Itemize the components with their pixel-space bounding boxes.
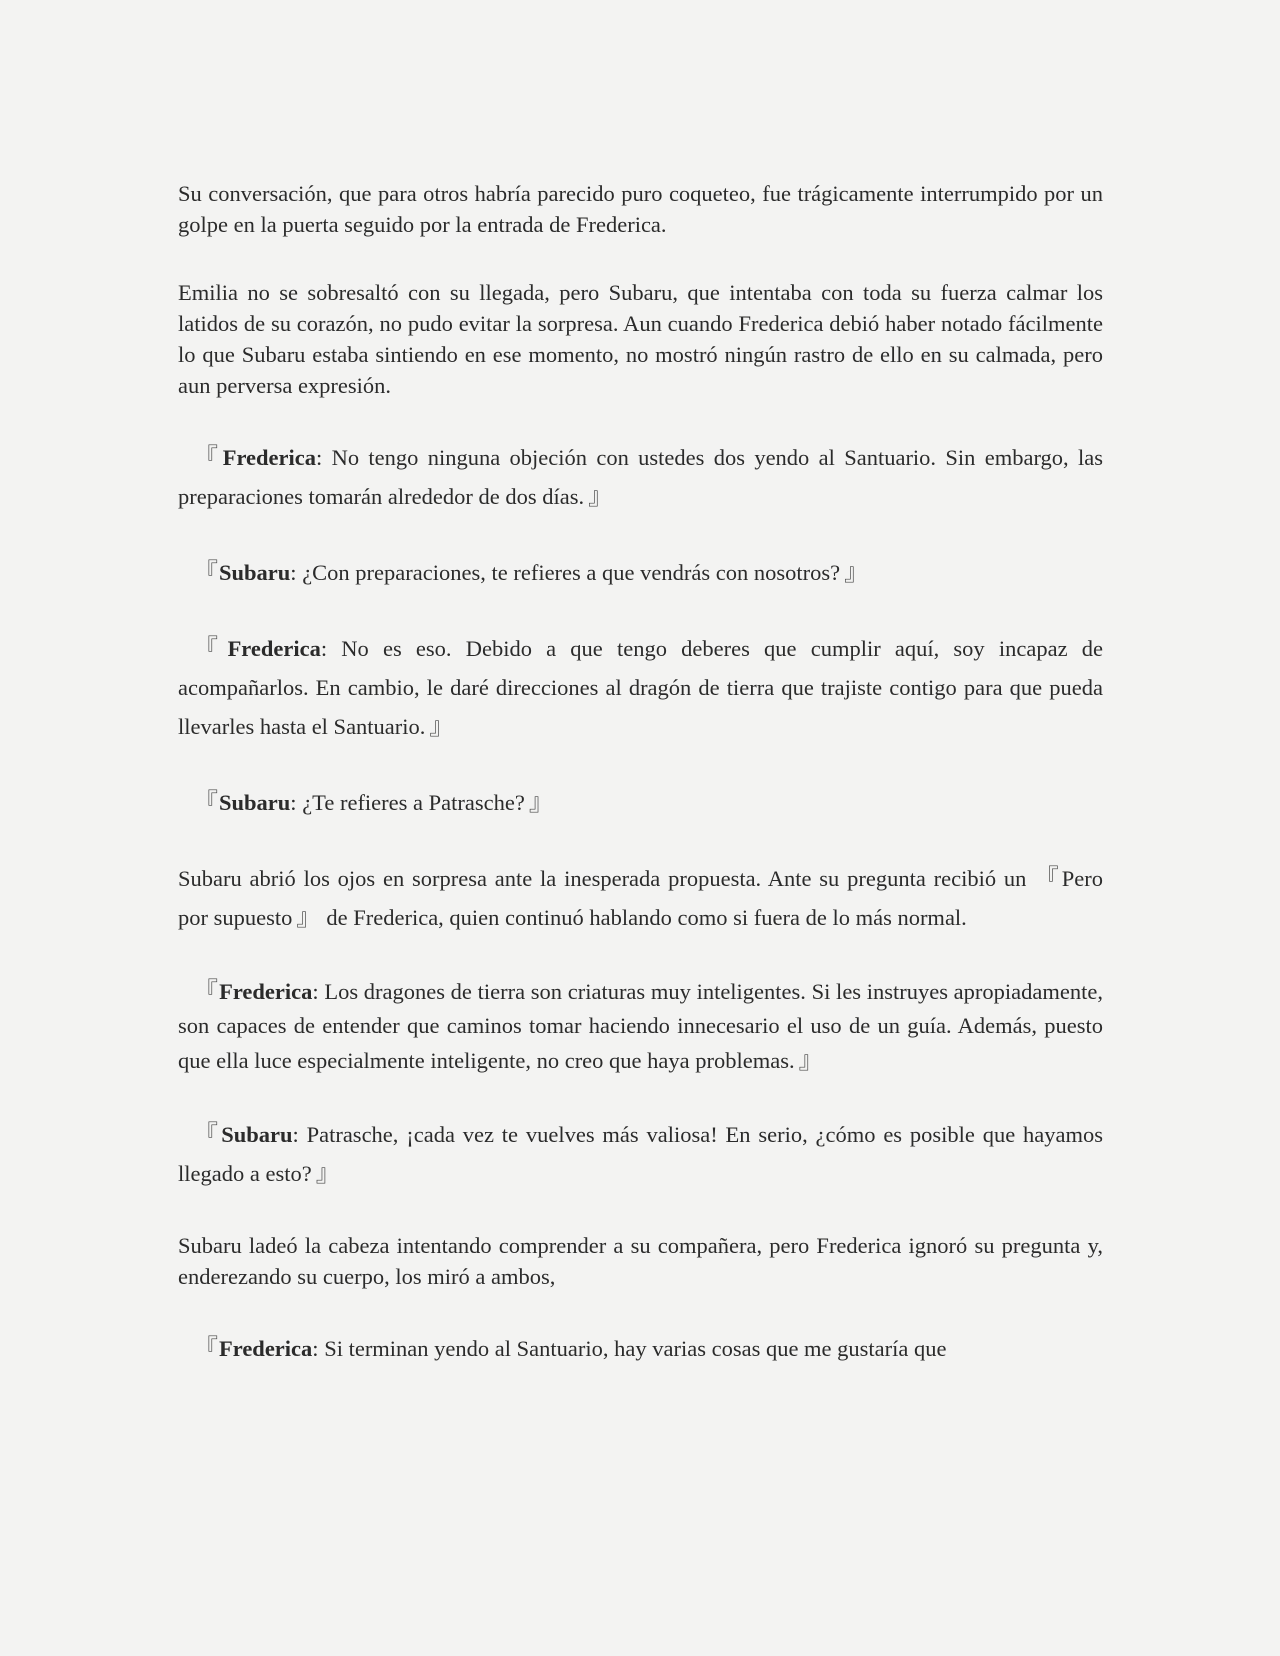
- quote-open-mark: 『: [194, 1334, 218, 1362]
- dialogue-text: No es eso. Debido a que tengo deberes que cumplir aquí, soy incapaz de acompañarlos. En cambio, le daré direcciones al dragón de tierra que trajiste contigo para que pueda llevarles hasta el Santuario.: [178, 636, 1103, 739]
- speaker-name: Frederica: [219, 979, 313, 1004]
- narration-paragraph: Emilia no se sobresaltó con su llegada, pero Subaru, que intentaba con toda su fuerza calmar los latidos de su corazón, no pudo evitar la sorpresa. Aun cuando Frederica debió haber notado fácilmente lo que Subaru estaba sintiendo en ese momento, no mostró ningún rastro de ello en su calmada, pero aun perversa expresión.: [178, 280, 1103, 398]
- dialogue-text: ¿Con preparaciones, te refieres a que vendrás con nosotros?: [302, 560, 841, 585]
- narration-paragraph: Subaru abrió los ojos en sorpresa ante la inesperada propuesta. Ante su pregunta recibió un 『Pero por supuesto 』 de Frederica, quien continuó hablando como si fuera de lo más normal.: [178, 864, 1103, 931]
- speaker-name: Subaru: [219, 560, 291, 585]
- quote-open-mark: 『: [194, 443, 222, 471]
- quote-close-mark: 』: [588, 482, 613, 510]
- dialogue-line: 『Frederica: No es eso. Debido a que tengo deberes que cumplir aquí, soy incapaz de acompañarlos. En cambio, le daré direcciones al dragón de tierra que trajiste contigo para que pueda llevarles hasta el Santuario. 』: [178, 634, 1103, 740]
- speaker-name: Frederica: [219, 1336, 313, 1361]
- quote-open-mark: 『: [194, 558, 218, 586]
- dialogue-line: 『Subaru: ¿Te refieres a Patrasche? 』: [194, 788, 553, 816]
- narration-paragraph: Su conversación, que para otros habría parecido puro coqueteo, fue trágicamente interrumpido por un golpe en la puerta seguido por la entrada de Frederica.: [178, 181, 1103, 237]
- dialogue-line: 『Subaru: Patrasche, ¡cada vez te vuelves más valiosa! En serio, ¿cómo es posible que hayamos llegado a esto? 』: [178, 1120, 1103, 1187]
- dialogue-text: ¿Te refieres a Patrasche?: [302, 790, 525, 815]
- quote-open-mark: 『: [194, 788, 218, 816]
- quote-close-mark: 』: [528, 788, 553, 816]
- quote-open-mark: 『: [194, 977, 219, 1005]
- quote-close-mark: 』: [315, 1159, 340, 1187]
- dialogue-text: Patrasche, ¡cada vez te vuelves más valiosa! En serio, ¿cómo es posible que hayamos llegado a esto?: [178, 1122, 1103, 1186]
- quote-close-mark: 』: [296, 903, 321, 931]
- quote-close-mark: 』: [844, 558, 869, 586]
- dialogue-line: 『Frederica: Si terminan yendo al Santuario, hay varias cosas que me gustaría que: [194, 1334, 947, 1362]
- dialogue-line: 『Subaru: ¿Con preparaciones, te refieres a que vendrás con nosotros? 』: [194, 558, 869, 586]
- dialogue-text: Los dragones de tierra son criaturas muy inteligentes. Si les instruyes apropiadamente, son capaces de entender que caminos tomar haciendo innecesario el uso de un guía. Además, puesto que ella luce especialmente inteligente, no creo que haya problemas.: [178, 979, 1103, 1073]
- document-page: [178, 178, 1103, 1405]
- speaker-name: Subaru: [219, 790, 291, 815]
- narration-paragraph: Subaru ladeó la cabeza intentando comprender a su compañera, pero Frederica ignoró su pregunta y, enderezando su cuerpo, los miró a ambos,: [178, 1233, 1103, 1289]
- inline-quote: 『Pero por supuesto 』: [178, 864, 1103, 931]
- speaker-name: Subaru: [221, 1122, 293, 1147]
- speaker-name: Frederica: [222, 445, 316, 470]
- quote-open-mark: 『: [194, 634, 227, 662]
- dialogue-line: 『Frederica: Los dragones de tierra son criaturas muy inteligentes. Si les instruyes apropiadamente, son capaces de entender que caminos tomar haciendo innecesario el uso de un guía. Además, puesto que ella luce especialmente inteligente, no creo que haya problemas. 』: [178, 977, 1103, 1074]
- quote-open-mark: 『: [1032, 864, 1061, 892]
- dialogue-text: Si terminan yendo al Santuario, hay varias cosas que me gustaría que: [324, 1336, 947, 1361]
- quote-close-mark: 』: [429, 712, 454, 740]
- dialogue-text: No tengo ninguna objeción con ustedes dos yendo al Santuario. Sin embargo, las preparaciones tomarán alrededor de dos días.: [178, 445, 1103, 509]
- speaker-name: Frederica: [227, 636, 321, 661]
- quote-close-mark: 』: [798, 1046, 823, 1074]
- dialogue-line: 『Frederica: No tengo ninguna objeción con ustedes dos yendo al Santuario. Sin embargo, las preparaciones tomarán alrededor de dos días. 』: [178, 443, 1103, 510]
- quote-open-mark: 『: [194, 1120, 221, 1148]
